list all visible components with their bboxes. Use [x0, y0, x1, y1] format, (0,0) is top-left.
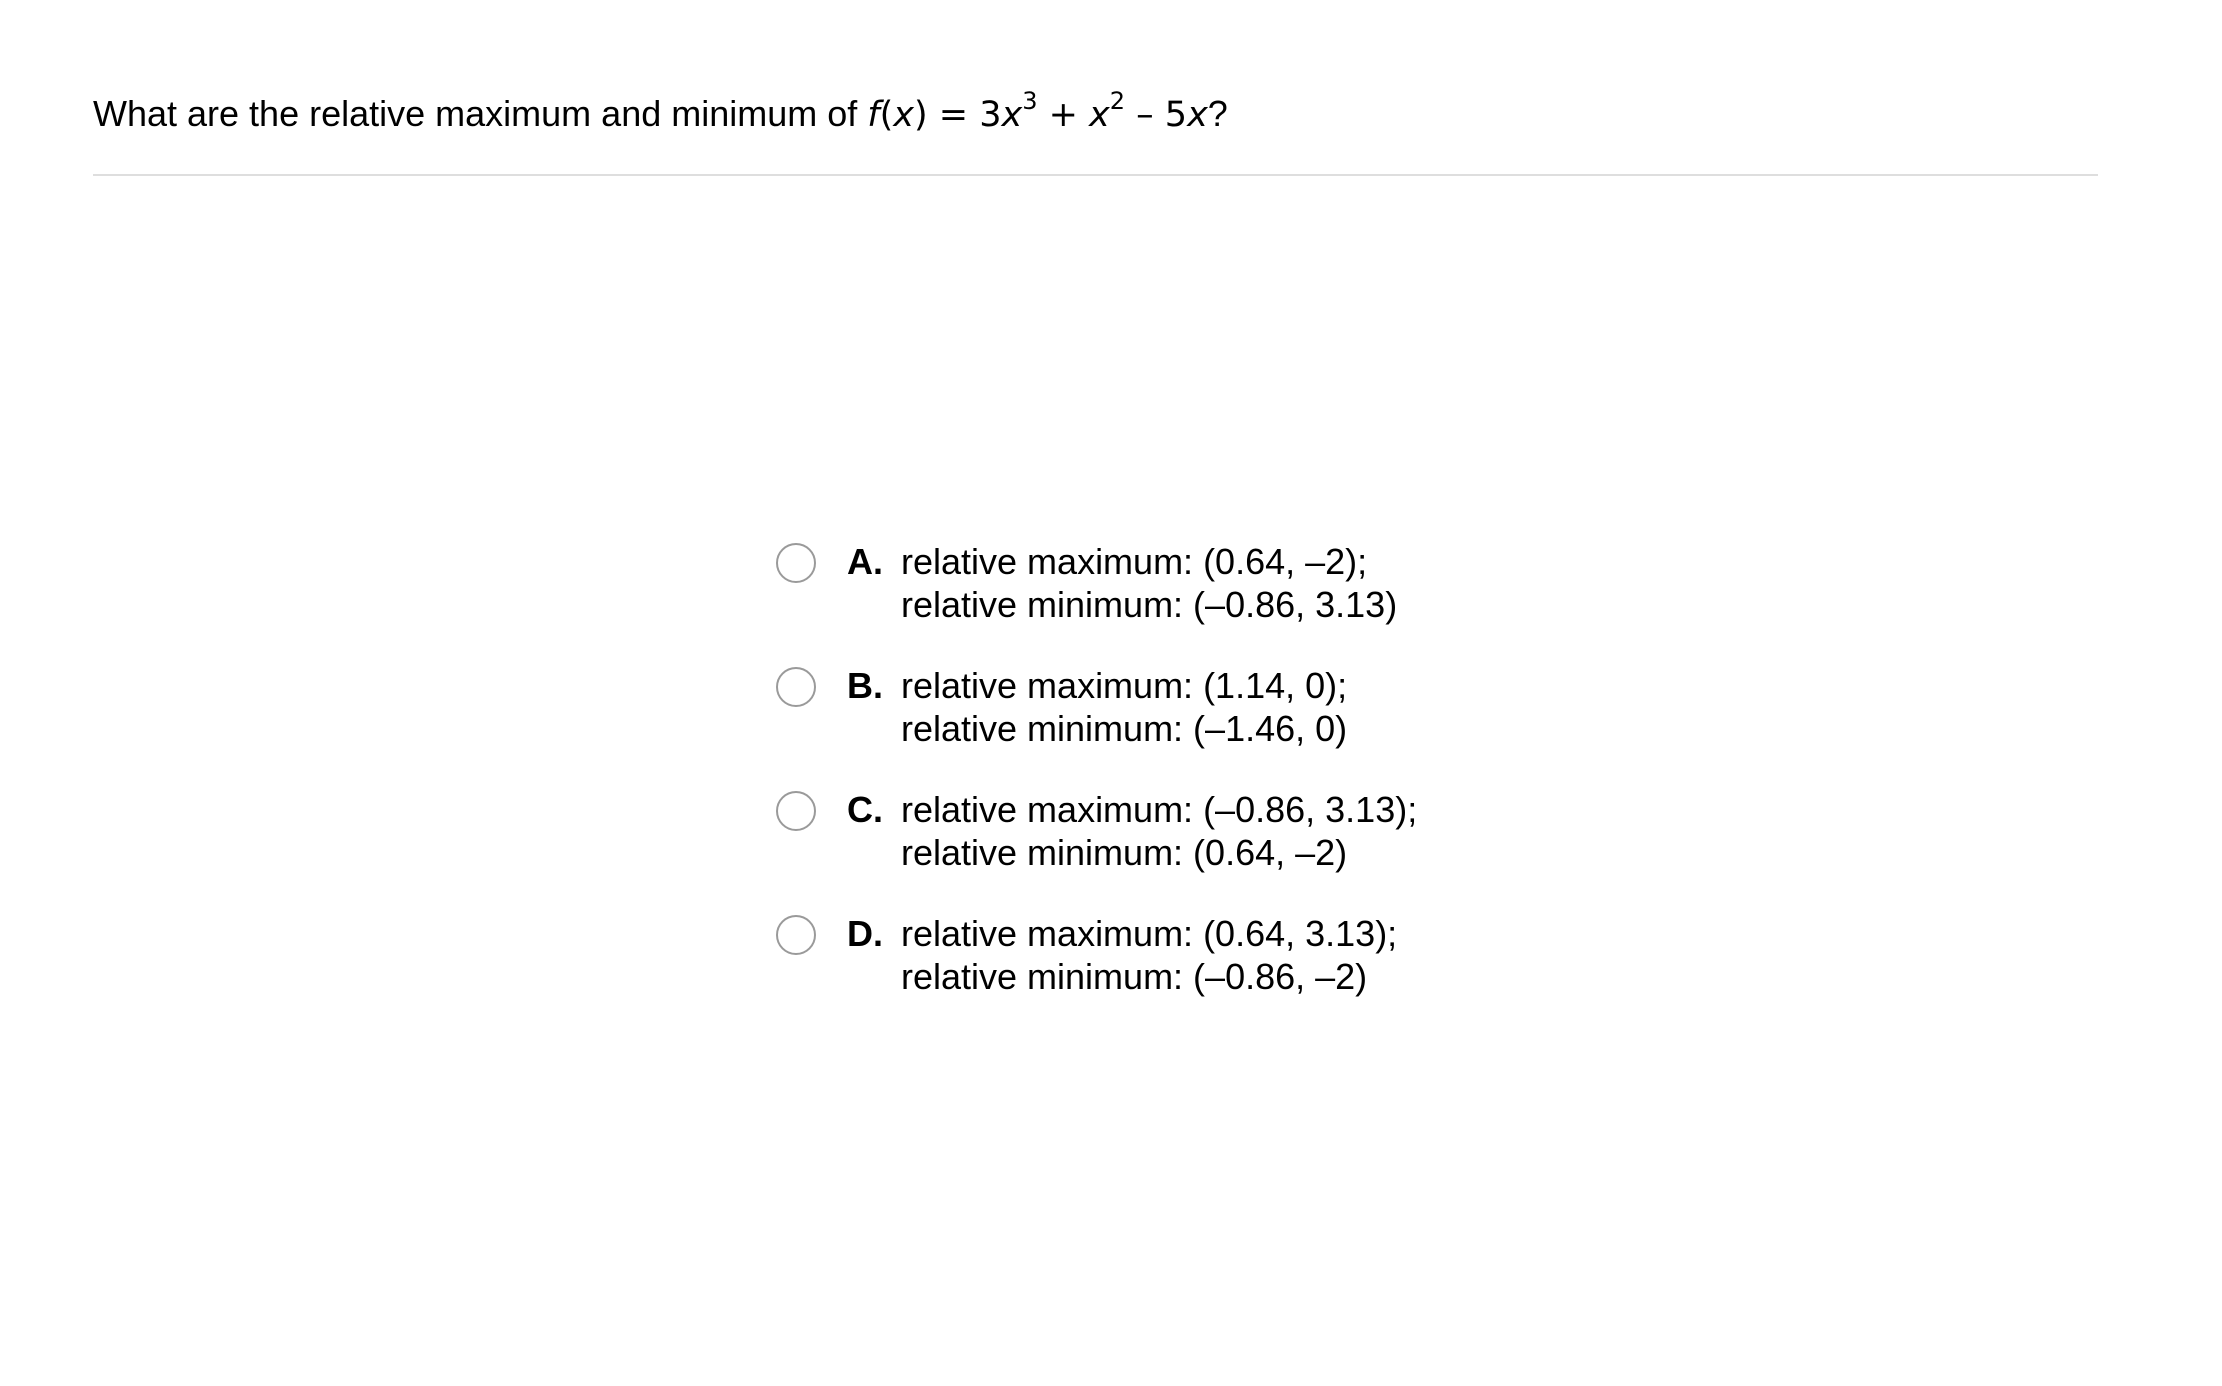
choice-d-letter: D.: [847, 913, 883, 954]
choice-b-text: [901, 664, 1347, 750]
term3-variable: x: [1187, 95, 1208, 135]
question-prefix: What are the relative maximum and minimum of: [93, 93, 868, 134]
term2-variable: x: [1089, 95, 1110, 135]
choice-d-line1: relative maximum: (0.64, 3.13);: [901, 913, 1398, 954]
choice-c-text: [901, 788, 1417, 874]
choice-a-radio[interactable]: [776, 543, 816, 583]
choice-c-line1: relative maximum: (–0.86, 3.13);: [901, 789, 1418, 830]
question-text: [93, 88, 1228, 141]
choice-a-text: [901, 540, 1397, 626]
choice-b-letter: B.: [847, 665, 883, 706]
choice-d[interactable]: [776, 912, 1476, 1036]
choice-d-line2: relative minimum: (–0.86, –2): [901, 956, 1368, 997]
choice-d-radio[interactable]: [776, 915, 816, 955]
function-name: f: [867, 95, 880, 135]
choice-b-line1: relative maximum: (1.14, 0);: [901, 665, 1348, 706]
term1-variable: x: [1001, 95, 1023, 135]
choice-b[interactable]: [776, 664, 1476, 788]
choice-c-letter: C.: [847, 789, 883, 830]
term2-exponent: 2: [1109, 87, 1126, 116]
question-suffix: ?: [1207, 93, 1228, 134]
choice-a-letter: A.: [847, 541, 883, 582]
answer-choices: [776, 540, 1476, 1036]
choice-d-text: [901, 912, 1397, 998]
minus-operator: – 5: [1125, 95, 1188, 135]
choice-b-line2: relative minimum: (–1.46, 0): [901, 708, 1348, 749]
choice-c-radio[interactable]: [776, 791, 816, 831]
choice-a[interactable]: [776, 540, 1476, 664]
function-expression: [867, 87, 1208, 135]
choice-c[interactable]: [776, 788, 1476, 912]
choice-b-radio[interactable]: [776, 667, 816, 707]
choice-a-line1: relative maximum: (0.64, –2);: [901, 541, 1368, 582]
choice-a-line2: relative minimum: (–0.86, 3.13): [901, 584, 1398, 625]
plus-operator: +: [1037, 95, 1090, 135]
divider: [93, 174, 2098, 176]
choice-c-line2: relative minimum: (0.64, –2): [901, 832, 1348, 873]
function-equals-coefficient: ) = 3: [913, 95, 1002, 135]
function-variable: x: [893, 95, 914, 135]
function-paren-open: (: [879, 95, 894, 135]
term1-exponent: 3: [1022, 87, 1038, 116]
